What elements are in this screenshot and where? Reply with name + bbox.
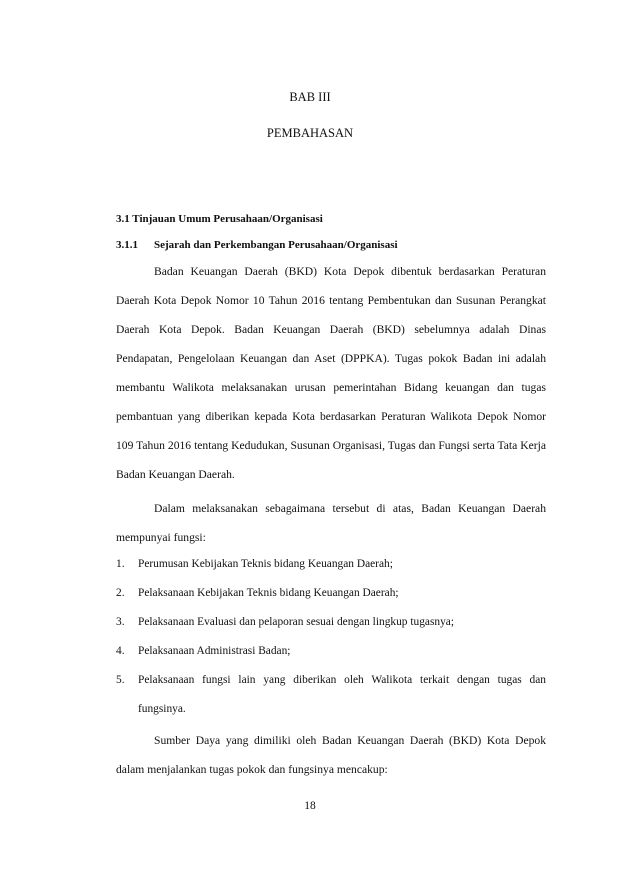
list-item-number: 5.	[116, 674, 125, 686]
list-item-text: Pelaksanaan Evaluasi dan pelaporan sesuai dengan lingkup tugasnya;	[138, 616, 454, 628]
chapter-heading: BAB III	[289, 90, 331, 104]
list-item-text: Pelaksanaan fungsi lain yang diberikan oleh Walikota terkait dengan tugas dan fungsinya.	[138, 674, 546, 715]
subsection-number: 3.1.1	[116, 239, 138, 251]
paragraph-functions-intro: Dalam melaksanakan sebagaimana tersebut di atas, Badan Keuangan Daerah mempunyai fungsi:	[116, 502, 546, 544]
page-number: 18	[304, 800, 316, 812]
list-item	[116, 579, 546, 608]
section-heading: 3.1 Tinjauan Umum Perusahaan/Organisasi	[116, 213, 323, 225]
subsection-label: Sejarah dan Perkembangan Perusahaan/Organisasi	[154, 239, 398, 251]
list-item-number: 3.	[116, 616, 125, 628]
list-item-text: Pelaksanaan Administrasi Badan;	[138, 645, 291, 657]
chapter-title: PEMBAHASAN	[266, 126, 354, 140]
list-item	[116, 608, 546, 637]
list-item-number: 1.	[116, 558, 125, 570]
list-item-text: Pelaksanaan Kebijakan Teknis bidang Keuangan Daerah;	[138, 587, 399, 599]
subsection-heading	[116, 239, 398, 251]
paragraph-history: Badan Keuangan Daerah (BKD) Kota Depok dibentuk berdasarkan Peraturan Daerah Kota Depok Nomor 10 Tahun 2016 tentang Pembentukan dan Susunan Perangkat Daerah Kota Depok. Badan Keuangan Daerah (BKD) sebelumnya adalah Dinas Pendapatan, Pengelolaan Keuangan dan Aset (DPPKA). Tugas pokok Badan ini adalah membantu Walikota melaksanakan urusan pemerintahan Bidang keuangan dan tugas pembantuan yang diberikan kepada Kota berdasarkan Peraturan Walikota Depok Nomor 109 Tahun 2016 tentang Kedudukan, Susunan Organisasi, Tugas dan Fungsi serta Tata Kerja Badan Keuangan Daerah.	[116, 265, 546, 481]
list-item	[116, 637, 546, 666]
list-item	[116, 550, 546, 579]
paragraph-resources: Sumber Daya yang dimiliki oleh Badan Keuangan Daerah (BKD) Kota Depok dalam menjalankan tugas pokok dan fungsinya mencakup:	[116, 734, 546, 776]
list-item-number: 2.	[116, 587, 125, 599]
list-item	[116, 666, 546, 724]
functions-list	[116, 550, 546, 724]
list-item-text: Perumusan Kebijakan Teknis bidang Keuangan Daerah;	[138, 558, 393, 570]
list-item-number: 4.	[116, 645, 125, 657]
